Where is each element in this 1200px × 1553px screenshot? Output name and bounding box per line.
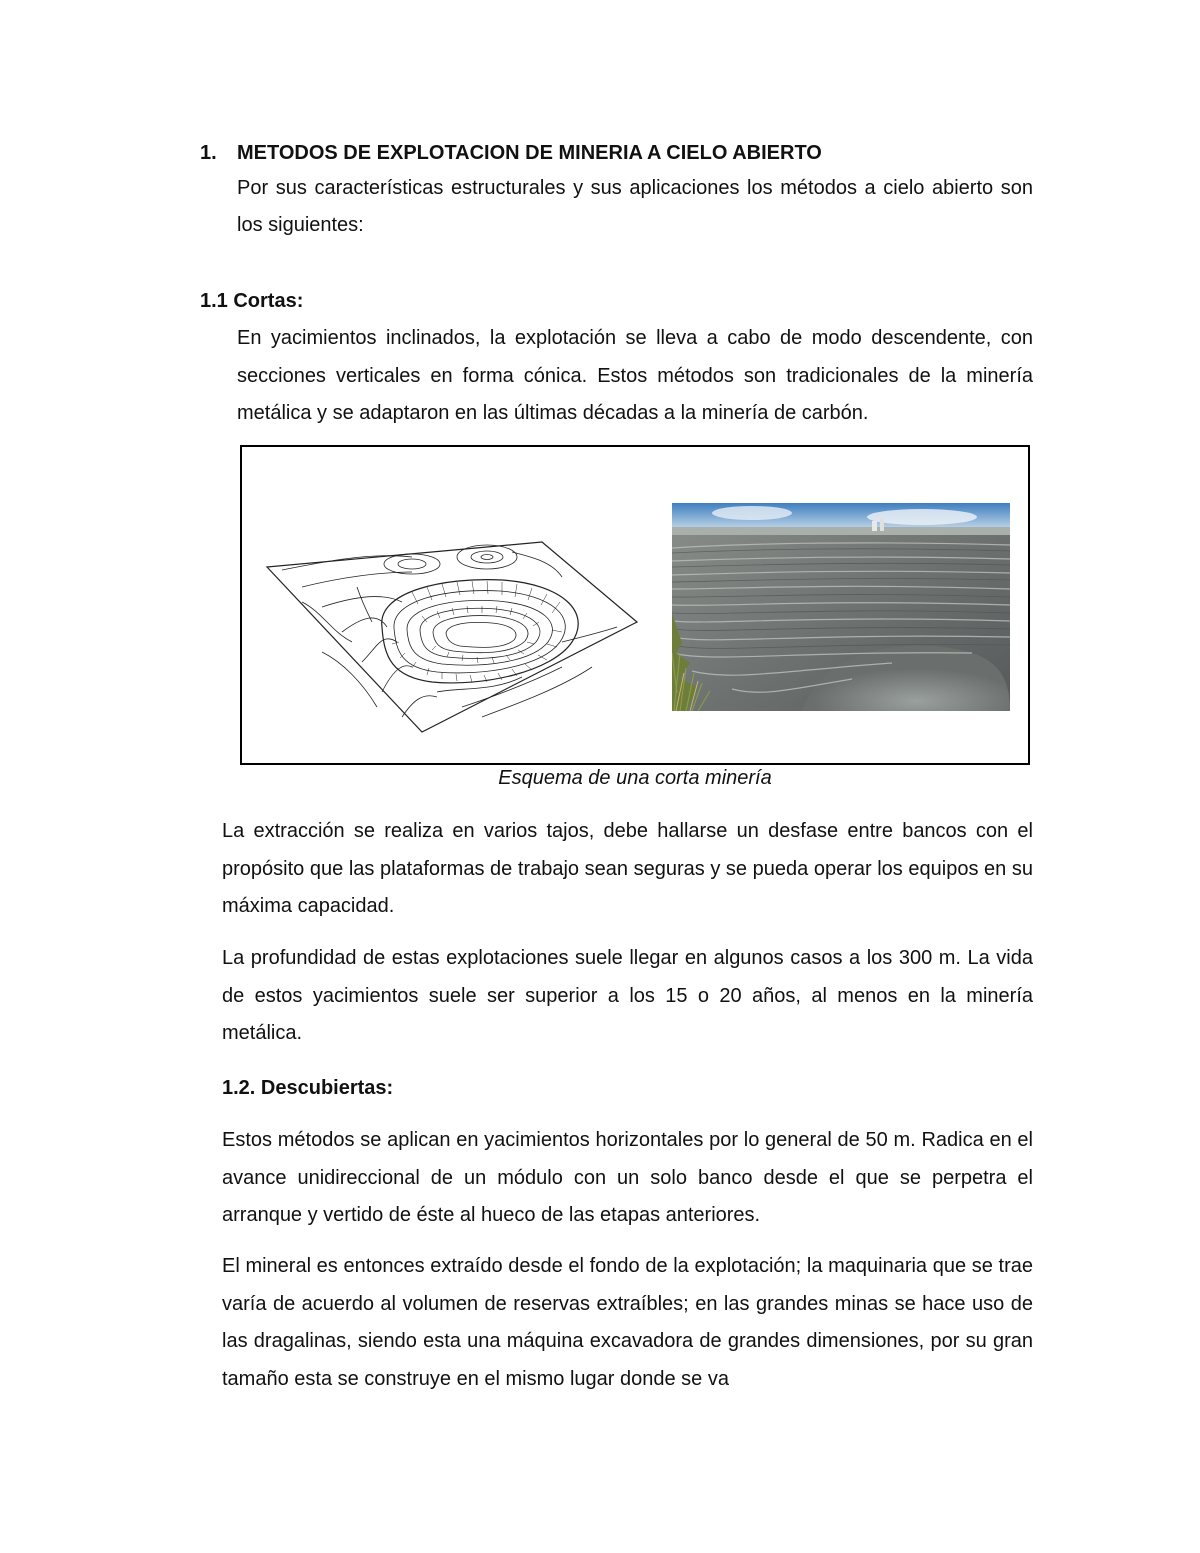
- figure-frame: [240, 445, 1030, 765]
- descubiertas-paragraph: Estos métodos se aplican en yacimientos horizontales por lo general de 50 m. Radica en el avance unidireccional de un módulo con un solo banco desde el que se perpetra el arranque y vertido de éste al hueco de las etapas anteriores.: [222, 1129, 1033, 1226]
- figure-caption: Esquema de una corta minería: [498, 767, 772, 789]
- cortas-heading: 1.1 Cortas:: [200, 290, 304, 312]
- section-number: 1.: [200, 142, 217, 164]
- intro-paragraph: Por sus características estructurales y sus aplicaciones los métodos a cielo abierto son los siguientes:: [237, 177, 1033, 236]
- open-pit-sketch-image: [262, 492, 642, 737]
- body-paragraph: La profundidad de estas explotaciones suele llegar en algunos casos a los 300 m. La vida de estos yacimientos suele ser superior a los 15 o 20 años, al menos en la minería metálica.: [222, 947, 1033, 1044]
- section-title: METODOS DE EXPLOTACION DE MINERIA A CIELO ABIERTO: [237, 142, 822, 164]
- open-pit-photo-image: [672, 503, 1010, 711]
- body-paragraph: La extracción se realiza en varios tajos, debe hallarse un desfase entre bancos con el propósito que las plataformas de trabajo sean seguras y se pueda operar los equipos en su máxima capacidad.: [222, 820, 1033, 917]
- cortas-paragraph: En yacimientos inclinados, la explotación se lleva a cabo de modo descendente, con secciones verticales en forma cónica. Estos métodos son tradicionales de la minería metálica y se adaptaron en las últimas décadas a la minería de carbón.: [237, 327, 1033, 424]
- descubiertas-heading: 1.2. Descubiertas:: [222, 1077, 394, 1099]
- descubiertas-paragraph: El mineral es entonces extraído desde el fondo de la explotación; la maquinaria que se trae varía de acuerdo al volumen de reservas extraíbles; en las grandes minas se hace uso de las dragalinas, siendo esta una máquina excavadora de grandes dimensiones, por su gran tamaño esta se construye en el mismo lugar donde se va: [222, 1255, 1033, 1390]
